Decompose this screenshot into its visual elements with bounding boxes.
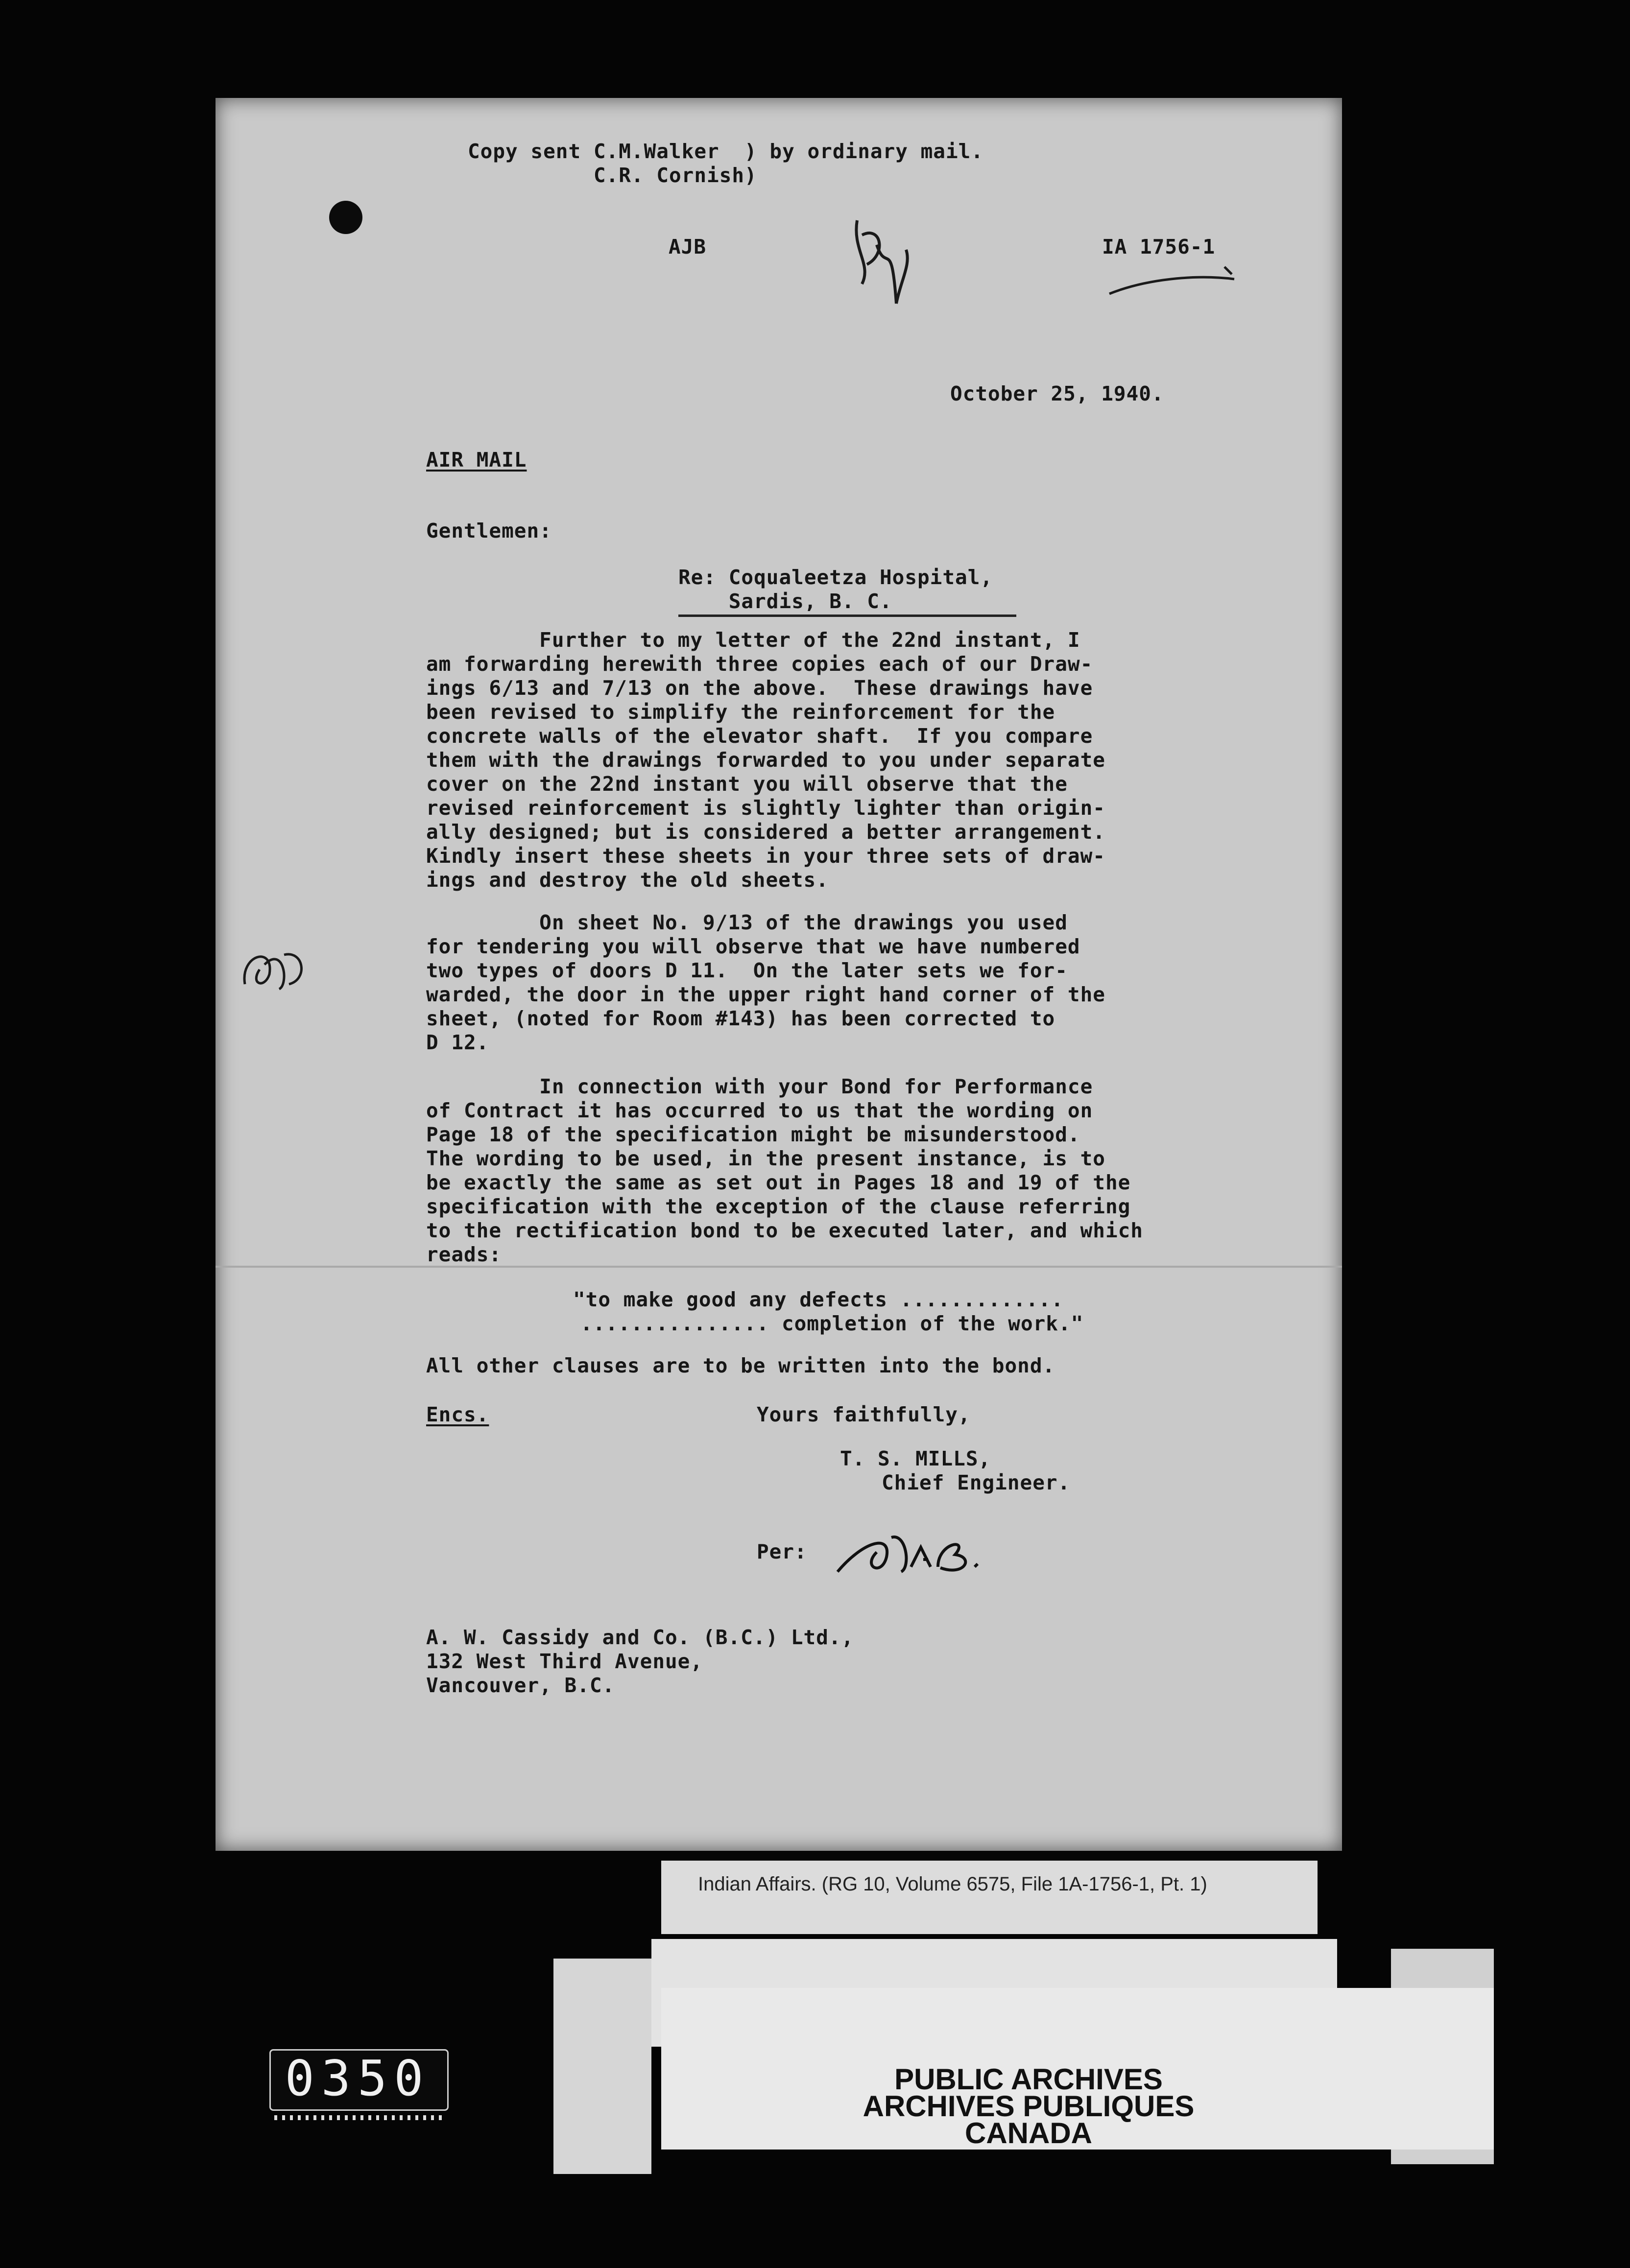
paragraph-2-line-1: On sheet No. 9/13 of the drawings you used (426, 911, 1068, 934)
archive-stamp-line-2: ARCHIVES PUBLIQUES (863, 2090, 1195, 2123)
paragraph-2-line-2: for tendering you will observe that we have numbered (426, 935, 1080, 958)
archive-stamp-line-1: PUBLIC ARCHIVES (894, 2063, 1163, 2096)
paragraph-3-line-8: reads: (426, 1243, 502, 1266)
paragraph-1-line-6: them with the drawings forwarded to you under separate (426, 748, 1105, 772)
paragraph-3-line-6: specification with the exception of the clause referring (426, 1195, 1131, 1218)
archive-reference-text: Indian Affairs. (RG 10, Volume 6575, File 1A-1756-1, Pt. 1) (698, 1873, 1207, 1895)
frame-counter-number: 0350 (285, 2050, 431, 2107)
paragraph-1-line-2: am forwarding herewith three copies each of our Draw- (426, 652, 1093, 676)
paragraph-3-line-7: to the rectification bond to be executed later, and which (426, 1219, 1143, 1242)
archive-stamp-line-3: CANADA (965, 2117, 1092, 2150)
copy-sent-line-1: Copy sent C.M.Walker ) by ordinary mail. (468, 140, 984, 163)
handwritten-margin-initials (235, 935, 318, 999)
paragraph-1-line-7: cover on the 22nd instant you will observe that the (426, 772, 1068, 796)
paragraph-3-line-3: Page 18 of the specification might be misunderstood. (426, 1123, 1080, 1146)
paragraph-1-line-9: ally designed; but is considered a better arrangement. (426, 820, 1105, 844)
subject-line-2: Sardis, B. C. (678, 590, 892, 613)
signer-name: T. S. MILLS, (840, 1447, 991, 1470)
paragraph-1-line-1: Further to my letter of the 22nd instant, I (426, 628, 1080, 652)
address-line-3: Vancouver, B.C. (426, 1674, 615, 1697)
quoted-clause-line-2: ............... completion of the work." (580, 1312, 1084, 1335)
paragraph-1-line-3: ings 6/13 and 7/13 on the above. These drawings have (426, 676, 1093, 700)
paragraph-2-line-6: D 12. (426, 1031, 489, 1054)
frame-counter-ticks (274, 2115, 446, 2120)
per-label: Per: (757, 1540, 807, 1563)
handwritten-signature (833, 1513, 1009, 1586)
paragraph-3-line-2: of Contract it has occurred to us that the wording on (426, 1099, 1093, 1122)
paper-fold-line (216, 1266, 1342, 1268)
punch-hole (329, 201, 362, 234)
file-number: IA 1756-1 (1102, 235, 1216, 259)
paragraph-3-line-1: In connection with your Bond for Performance (426, 1075, 1093, 1098)
paragraph-2-line-5: sheet, (noted for Room #143) has been corrected to (426, 1007, 1055, 1030)
subject-underline (678, 614, 1016, 617)
enclosures-note: Encs. (426, 1403, 489, 1426)
salutation: Gentlemen: (426, 519, 552, 543)
paragraph-3-line-4: The wording to be used, in the present instance, is to (426, 1147, 1105, 1170)
letter-date: October 25, 1940. (950, 382, 1164, 405)
paragraph-2-line-4: warded, the door in the upper right hand corner of the (426, 983, 1105, 1006)
paragraph-2-line-3: two types of doors D 11. On the later sets we for- (426, 959, 1068, 982)
archive-card-left-tab (553, 1959, 651, 2174)
paragraph-1-line-10: Kindly insert these sheets in your three sets of draw- (426, 844, 1105, 868)
paragraph-1-line-5: concrete walls of the elevator shaft. If you compare (426, 724, 1093, 748)
copy-sent-line-2: C.R. Cornish) (468, 164, 757, 187)
paragraph-3-line-5: be exactly the same as set out in Pages 18 and 19 of the (426, 1171, 1131, 1194)
archive-reference-card (661, 1861, 1318, 1934)
air-mail-heading: AIR MAIL (426, 448, 527, 472)
address-line-1: A. W. Cassidy and Co. (B.C.) Ltd., (426, 1626, 854, 1649)
complimentary-close: Yours faithfully, (757, 1403, 971, 1426)
sender-initials: AJB (669, 235, 707, 259)
handwritten-underline-mark (1107, 264, 1244, 304)
subject-line-1: Re: Coqualeetza Hospital, (678, 566, 993, 589)
paragraph-1-line-4: been revised to simplify the reinforcement for the (426, 700, 1055, 724)
signer-title: Chief Engineer. (882, 1471, 1071, 1494)
paragraph-1-line-8: revised reinforcement is slightly lighter than origin- (426, 796, 1105, 820)
paragraph-1-line-11: ings and destroy the old sheets. (426, 868, 829, 892)
quoted-clause-line-1: "to make good any defects ............. (573, 1288, 1064, 1311)
handwritten-initials-top (842, 206, 916, 318)
address-line-2: 132 West Third Avenue, (426, 1650, 703, 1673)
closing-paragraph: All other clauses are to be written into the bond. (426, 1354, 1055, 1377)
